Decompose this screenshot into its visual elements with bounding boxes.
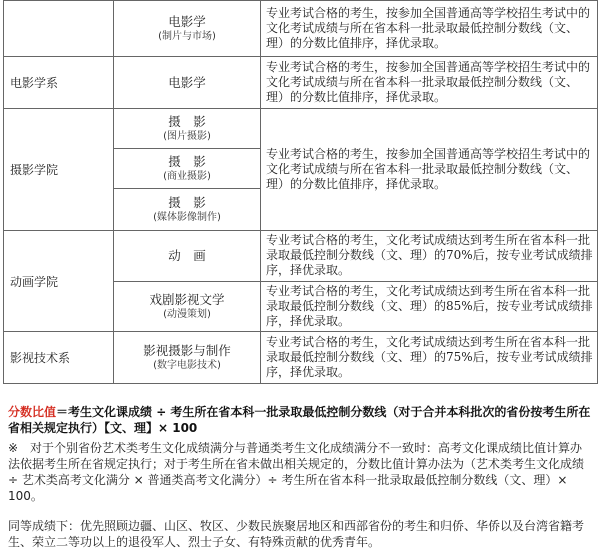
dept-cell: 影视技术系 — [4, 332, 114, 384]
notes-section — [8, 404, 593, 550]
major-name: 电影学 — [168, 75, 206, 90]
table-row — [4, 332, 598, 384]
requirement-cell: 专业考试合格的考生，按参加全国普通高等学校招生考试中的文化考试成绩与所在省本科一批录取最低控制分数线（文、理）的分数比值排序，择优录取。 — [261, 57, 598, 109]
major-subtitle: (图片摄影) — [163, 131, 211, 142]
major-name: 电影学 — [168, 14, 206, 29]
major-cell — [114, 57, 261, 109]
major-name: 戏剧影视文学 — [149, 291, 225, 307]
requirement-cell: 专业考试合格的考生，文化考试成绩达到考生所在省本科一批录取最低控制分数线（文、理）的75%后，按专业考试成绩排序，择优录取。 — [261, 332, 598, 384]
calculation-note: ※ 对于个别省份艺术类考生文化成绩满分与普通类考生文化成绩满分不一致时：高考文化课成绩比值计算办法依据考生所在省规定执行；对于考生所在省未做出相关规定的，分数比值计算办法为（艺术类考生文化成绩 ÷ 艺术类高考文化满分 × 普通类高考文化满分）÷ 考生所在省本科一批录取最低控制分数线（文、理）× 100。 — [8, 441, 585, 503]
dept-cell: 电影学系 — [4, 57, 114, 109]
major-name: 影视摄影与制作 — [143, 343, 231, 359]
major-cell — [114, 1, 261, 57]
major-cell — [114, 189, 261, 231]
requirement-cell: 专业考试合格的考生，按参加全国普通高等学校招生考试中的文化考试成绩与所在省本科一批录取最低控制分数线（文、理）的分数比值排序，择优录取。 — [261, 109, 598, 231]
major-cell — [114, 281, 261, 332]
formula-label: 分数比值 — [8, 405, 57, 419]
requirement-cell: 专业考试合格的考生，文化考试成绩达到考生所在省本科一批录取最低控制分数线（文、理）的85%后，按专业考试成绩排序，择优录取。 — [261, 281, 598, 332]
major-subtitle: (制片与市场) — [158, 31, 216, 42]
formula-definition — [8, 404, 593, 436]
major-name: 摄 影 — [168, 154, 206, 169]
dept-cell: 动画学院 — [4, 231, 114, 332]
major-subtitle: (媒体影像制作) — [153, 212, 221, 223]
table-row — [4, 231, 598, 282]
requirement-cell: 专业考试合格的考生，按参加全国普通高等学校招生考试中的文化考试成绩与所在省本科一批录取最低控制分数线（文、理）的分数比值排序，择优录取。 — [261, 1, 598, 57]
major-subtitle: (动漫策划) — [163, 308, 211, 320]
table-row — [4, 57, 598, 109]
major-cell — [114, 109, 261, 149]
dept-cell — [4, 1, 114, 57]
table-row — [4, 1, 598, 57]
table-row — [4, 109, 598, 149]
admission-table — [3, 0, 598, 384]
major-cell — [114, 149, 261, 189]
major-name: 摄 影 — [168, 114, 206, 129]
major-cell — [114, 231, 261, 282]
dept-cell: 摄影学院 — [4, 109, 114, 231]
major-name: 摄 影 — [168, 195, 206, 210]
major-subtitle: (商业摄影) — [163, 171, 211, 182]
major-name: 动 画 — [168, 248, 206, 264]
formula-text: ＝考生文化课成绩 ÷ 考生所在省本科一批录取最低控制分数线（对于合并本科批次的省份按考生所在省相关规定执行）【文、理】× 100 — [8, 405, 591, 435]
equal-score-note: 同等成绩下：优先照顾边疆、山区、牧区、少数民族聚居地区和西部省份的考生和归侨、华侨以及台湾省籍考生、荣立二等功以上的退役军人、烈士子女、有特殊贡献的优秀青年。 — [8, 519, 585, 549]
requirement-cell: 专业考试合格的考生，文化考试成绩达到考生所在省本科一批录取最低控制分数线（文、理）的70%后，按专业考试成绩排序，择优录取。 — [261, 231, 598, 282]
major-subtitle: (数字电影技术) — [153, 360, 221, 372]
major-cell — [114, 332, 261, 384]
